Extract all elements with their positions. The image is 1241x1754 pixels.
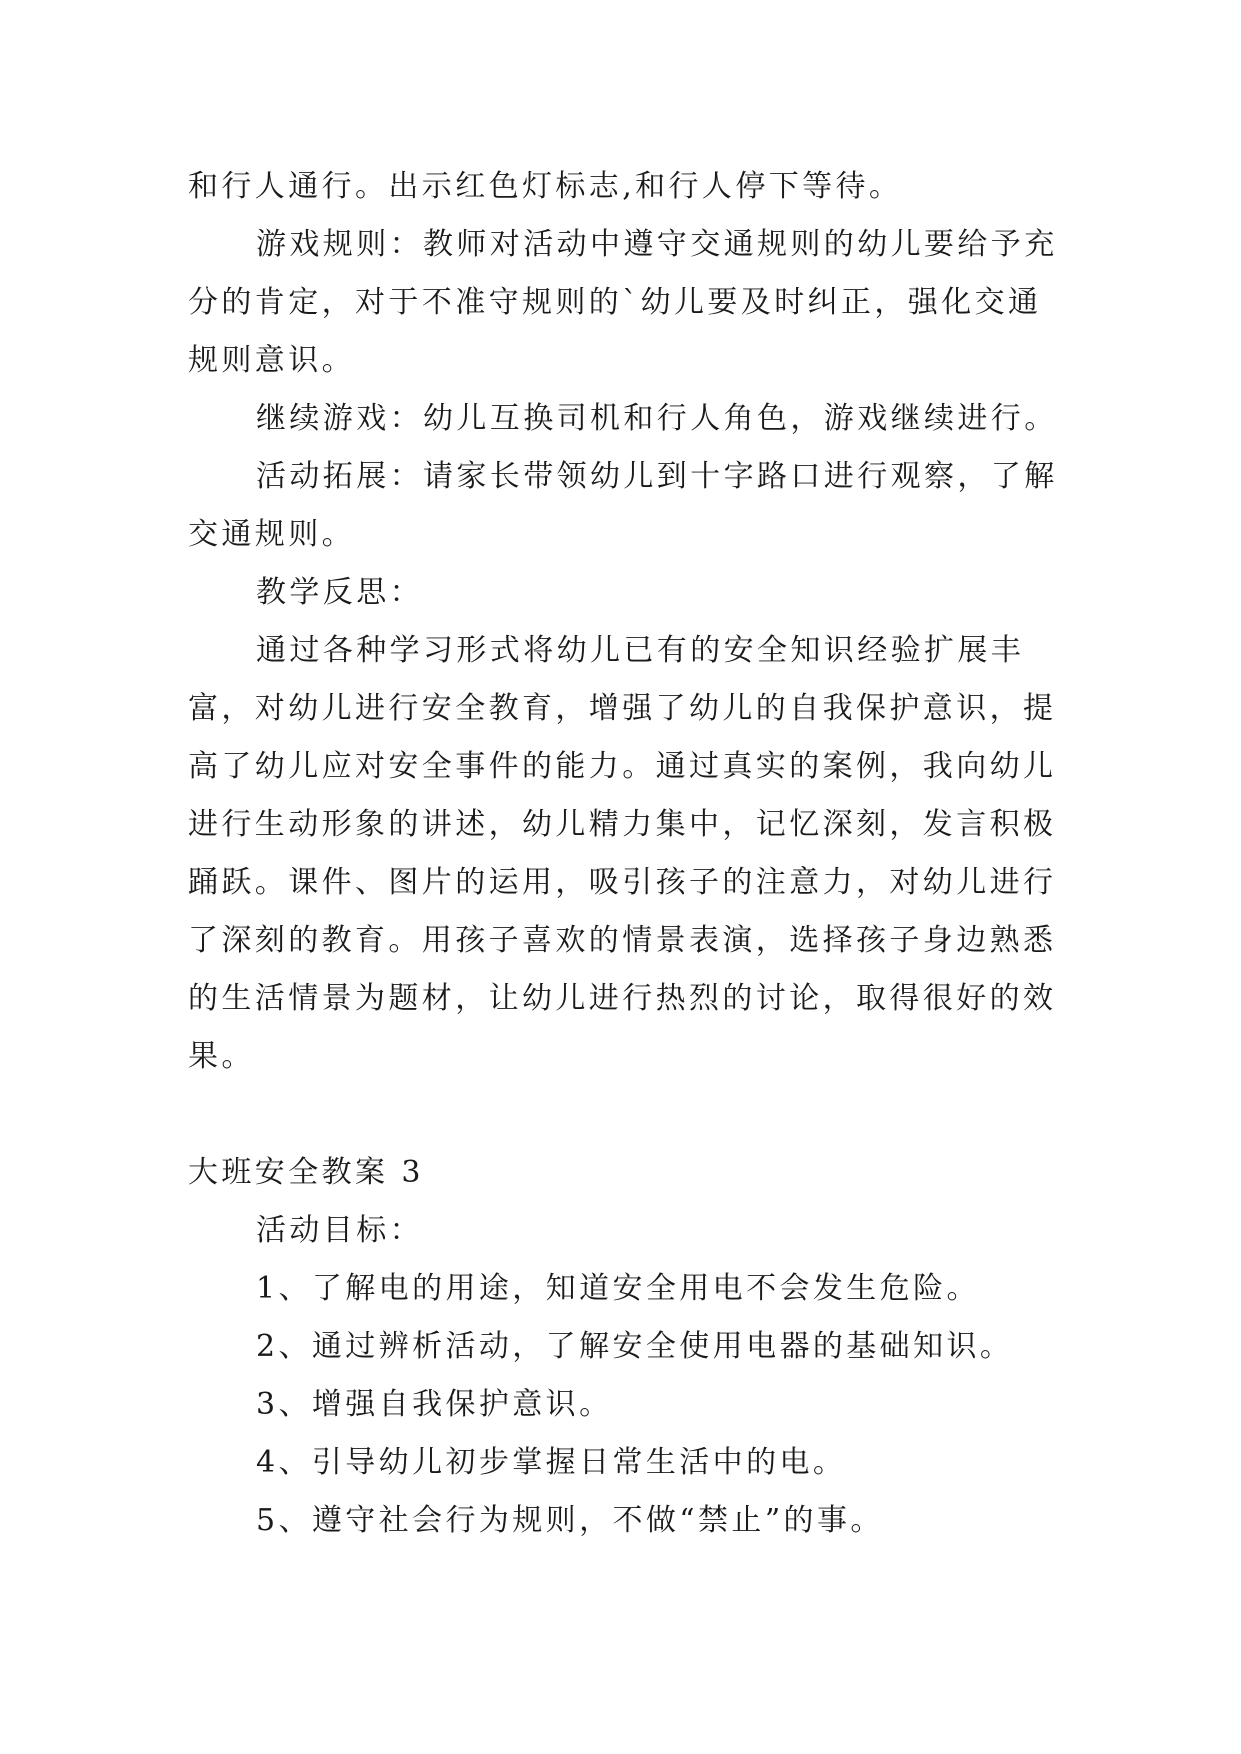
paragraph-line: 踊跃。课件、图片的运用，吸引孩子的注意力，对幼儿进行 xyxy=(188,865,1057,900)
paragraph-line: 果。 xyxy=(188,1039,255,1074)
paragraph-line: 的生活情景为题材，让幼儿进行热烈的讨论，取得很好的效 xyxy=(188,981,1057,1016)
paragraph-line: 富，对幼儿进行安全教育，增强了幼儿的自我保护意识，提 xyxy=(188,691,1057,726)
list-item: 2、通过辨析活动，了解安全使用电器的基础知识。 xyxy=(256,1329,1014,1364)
list-item: 5、遵守社会行为规则，不做“禁止”的事。 xyxy=(256,1503,884,1538)
paragraph-line: 高了幼儿应对安全事件的能力。通过真实的案例，我向幼儿 xyxy=(188,749,1057,784)
paragraph-line: 进行生动形象的讲述，幼儿精力集中，记忆深刻，发言积极 xyxy=(188,807,1057,842)
paragraph-line: 分的肯定，对于不准守规则的`幼儿要及时纠正，强化交通 xyxy=(188,285,1042,320)
paragraph-line: 交通规则。 xyxy=(188,517,355,552)
paragraph-line: 通过各种学习形式将幼儿已有的安全知识经验扩展丰 xyxy=(256,633,1025,668)
paragraph-line: 和行人通行。出示红色灯标志,和行人停下等待。 xyxy=(188,169,903,204)
paragraph-line: 活动目标： xyxy=(256,1213,423,1248)
paragraph-line: 了深刻的教育。用孩子喜欢的情景表演，选择孩子身边熟悉 xyxy=(188,923,1057,958)
list-item: 4、引导幼儿初步掌握日常生活中的电。 xyxy=(256,1445,847,1480)
paragraph-line: 教学反思： xyxy=(256,575,423,610)
paragraph-line: 游戏规则：教师对活动中遵守交通规则的幼儿要给予充 xyxy=(256,227,1058,262)
paragraph-line: 继续游戏：幼儿互换司机和行人角色，游戏继续进行。 xyxy=(256,401,1058,436)
section-heading: 大班安全教案 3 xyxy=(188,1155,424,1190)
list-item: 1、了解电的用途，知道安全用电不会发生危险。 xyxy=(256,1271,980,1306)
list-item: 3、增强自我保护意识。 xyxy=(256,1387,613,1422)
paragraph-line: 活动拓展：请家长带领幼儿到十字路口进行观察，了解 xyxy=(256,459,1058,494)
paragraph-line: 规则意识。 xyxy=(188,343,355,378)
